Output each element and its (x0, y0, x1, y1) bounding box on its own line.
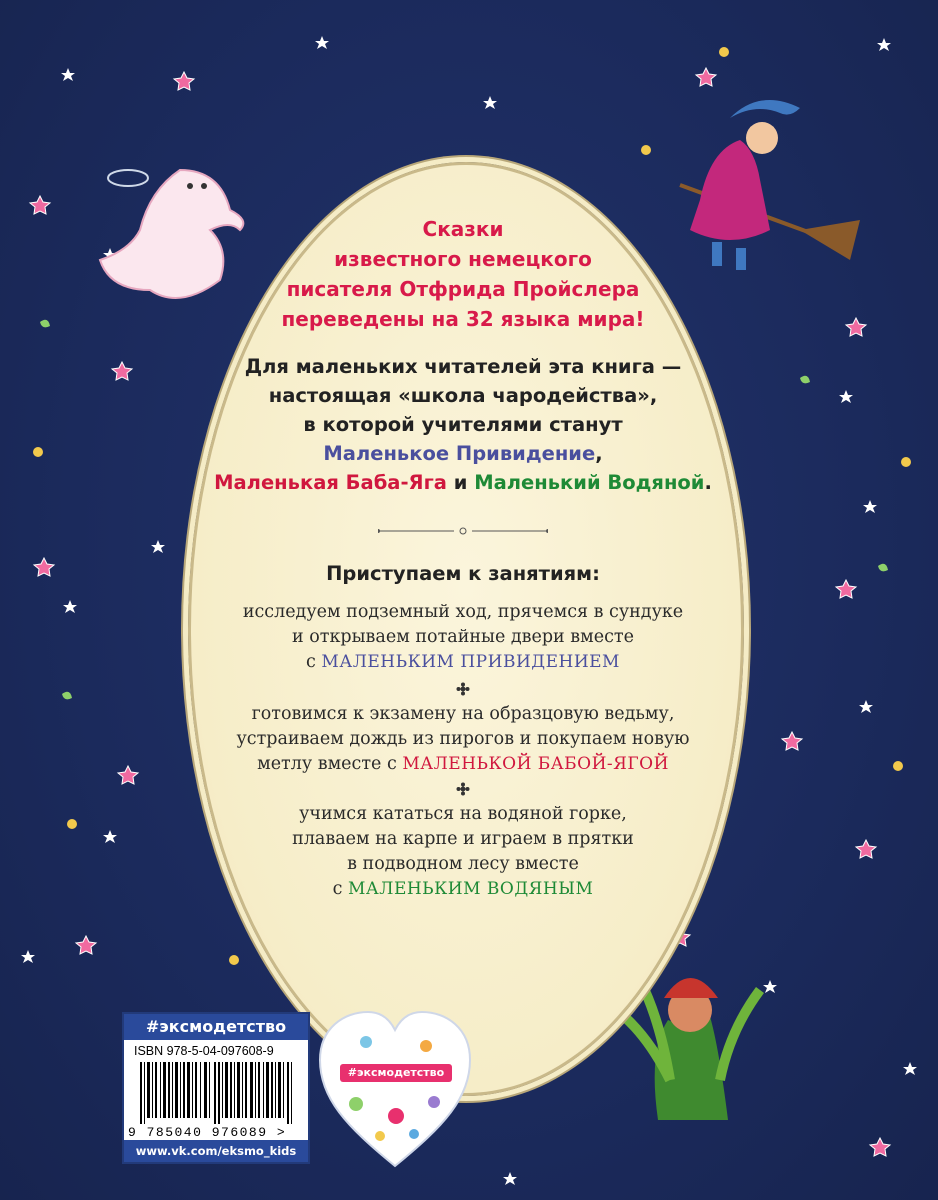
star-icon (859, 700, 873, 713)
hashtag-label: #эксмодетство (124, 1014, 308, 1040)
annotation-text (188, 162, 738, 1090)
leaf-icon (40, 320, 50, 328)
star-icon (863, 500, 877, 513)
lesson-waterman (188, 802, 738, 902)
star-icon (503, 1172, 517, 1185)
lesson-ghost (188, 600, 738, 675)
star-icon (839, 390, 853, 403)
barcode-image (132, 1062, 300, 1124)
lesson-line (188, 650, 738, 675)
lesson-prefix: с (332, 879, 348, 899)
leaf-icon (878, 564, 888, 572)
leaf-icon (62, 692, 72, 700)
heart-badge (316, 1006, 474, 1174)
intro-line: Для маленьких читателей эта книга — (244, 355, 682, 378)
headline (188, 214, 738, 334)
flower-icon (174, 72, 194, 90)
conjunction: и (446, 471, 475, 494)
barcode-panel (122, 1012, 310, 1164)
headline-line: известного немецкого (334, 247, 592, 271)
flower-icon (112, 362, 132, 380)
firefly-icon (67, 819, 77, 829)
star-icon (877, 38, 891, 51)
vk-url: www.vk.com/eksmo_kids (124, 1140, 308, 1162)
headline-line: переведены на 32 языка мира! (281, 307, 645, 331)
lesson-line: в подводном лесу вместе (347, 854, 579, 874)
bullet-flower-icon (456, 682, 470, 696)
intro-paragraph (188, 352, 738, 497)
lesson-prefix: с (306, 652, 322, 672)
intro-line (188, 439, 738, 468)
firefly-icon (33, 447, 43, 457)
lesson-line: исследуем подземный ход, прячемся в сундуке (242, 602, 684, 622)
flower-icon (846, 318, 866, 336)
lesson-line: плаваем на карпе и играем в прятки (292, 829, 634, 849)
flower-icon (30, 196, 50, 214)
flower-icon (76, 936, 96, 954)
lesson-line (188, 877, 738, 902)
lessons-title: Приступаем к занятиям: (326, 562, 600, 585)
star-icon (151, 540, 165, 553)
intro-line: в которой учителями станут (303, 413, 623, 436)
flower-icon (34, 558, 54, 576)
heart-icon (316, 1006, 474, 1174)
headline-line: Сказки (422, 217, 504, 241)
flower-icon (856, 840, 876, 858)
star-icon (483, 96, 497, 109)
lesson-line: готовимся к экзамену на образцовую ведьму, (251, 704, 675, 724)
flower-icon (118, 766, 138, 784)
isbn-number: ISBN 978-5-04-097608-9 (134, 1044, 274, 1058)
headline-line: писателя Отфрида Пройслера (286, 277, 640, 301)
heart-hashtag: #эксмодетство (340, 1064, 452, 1082)
star-icon (315, 36, 329, 49)
firefly-icon (901, 457, 911, 467)
lesson-prefix: метлу вместе с (257, 754, 403, 774)
leaf-icon (800, 376, 810, 384)
firefly-icon (719, 47, 729, 57)
lesson-witch (188, 702, 738, 777)
lesson-line: устраиваем дождь из пирогов и покупаем новую (236, 729, 690, 749)
ean-digits: 9 785040 976089 > (128, 1125, 287, 1140)
lesson-hero: МАЛЕНЬКОЙ БАБОЙ-ЯГОЙ (402, 754, 669, 774)
ornament-divider (378, 526, 548, 536)
lesson-hero: МАЛЕНЬКИМ ВОДЯНЫМ (347, 879, 594, 899)
waterman-name: Маленький Водяной (474, 471, 705, 494)
star-icon (21, 950, 35, 963)
punctuation: . (704, 471, 712, 494)
lesson-line: и открываем потайные двери вместе (292, 627, 634, 647)
star-icon (103, 830, 117, 843)
flower-icon (870, 1138, 890, 1156)
witch-name: Маленькая Баба-Яга (214, 471, 447, 494)
star-icon (903, 1062, 917, 1075)
lesson-hero: МАЛЕНЬКИМ ПРИВИДЕНИЕМ (321, 652, 620, 672)
star-icon (63, 600, 77, 613)
intro-line (188, 468, 738, 497)
star-icon (61, 68, 75, 81)
firefly-icon (893, 761, 903, 771)
lesson-line (188, 752, 738, 777)
punctuation: , (595, 442, 603, 465)
lesson-line: учимся кататься на водяной горке, (299, 804, 627, 824)
firefly-icon (641, 145, 651, 155)
ghost-name: Маленькое Привидение (323, 442, 596, 465)
flower-icon (696, 68, 716, 86)
flower-icon (836, 580, 856, 598)
flower-icon (782, 732, 802, 750)
intro-line: настоящая «школа чародейства», (268, 384, 658, 407)
bullet-flower-icon (456, 782, 470, 796)
star-icon (763, 980, 777, 993)
